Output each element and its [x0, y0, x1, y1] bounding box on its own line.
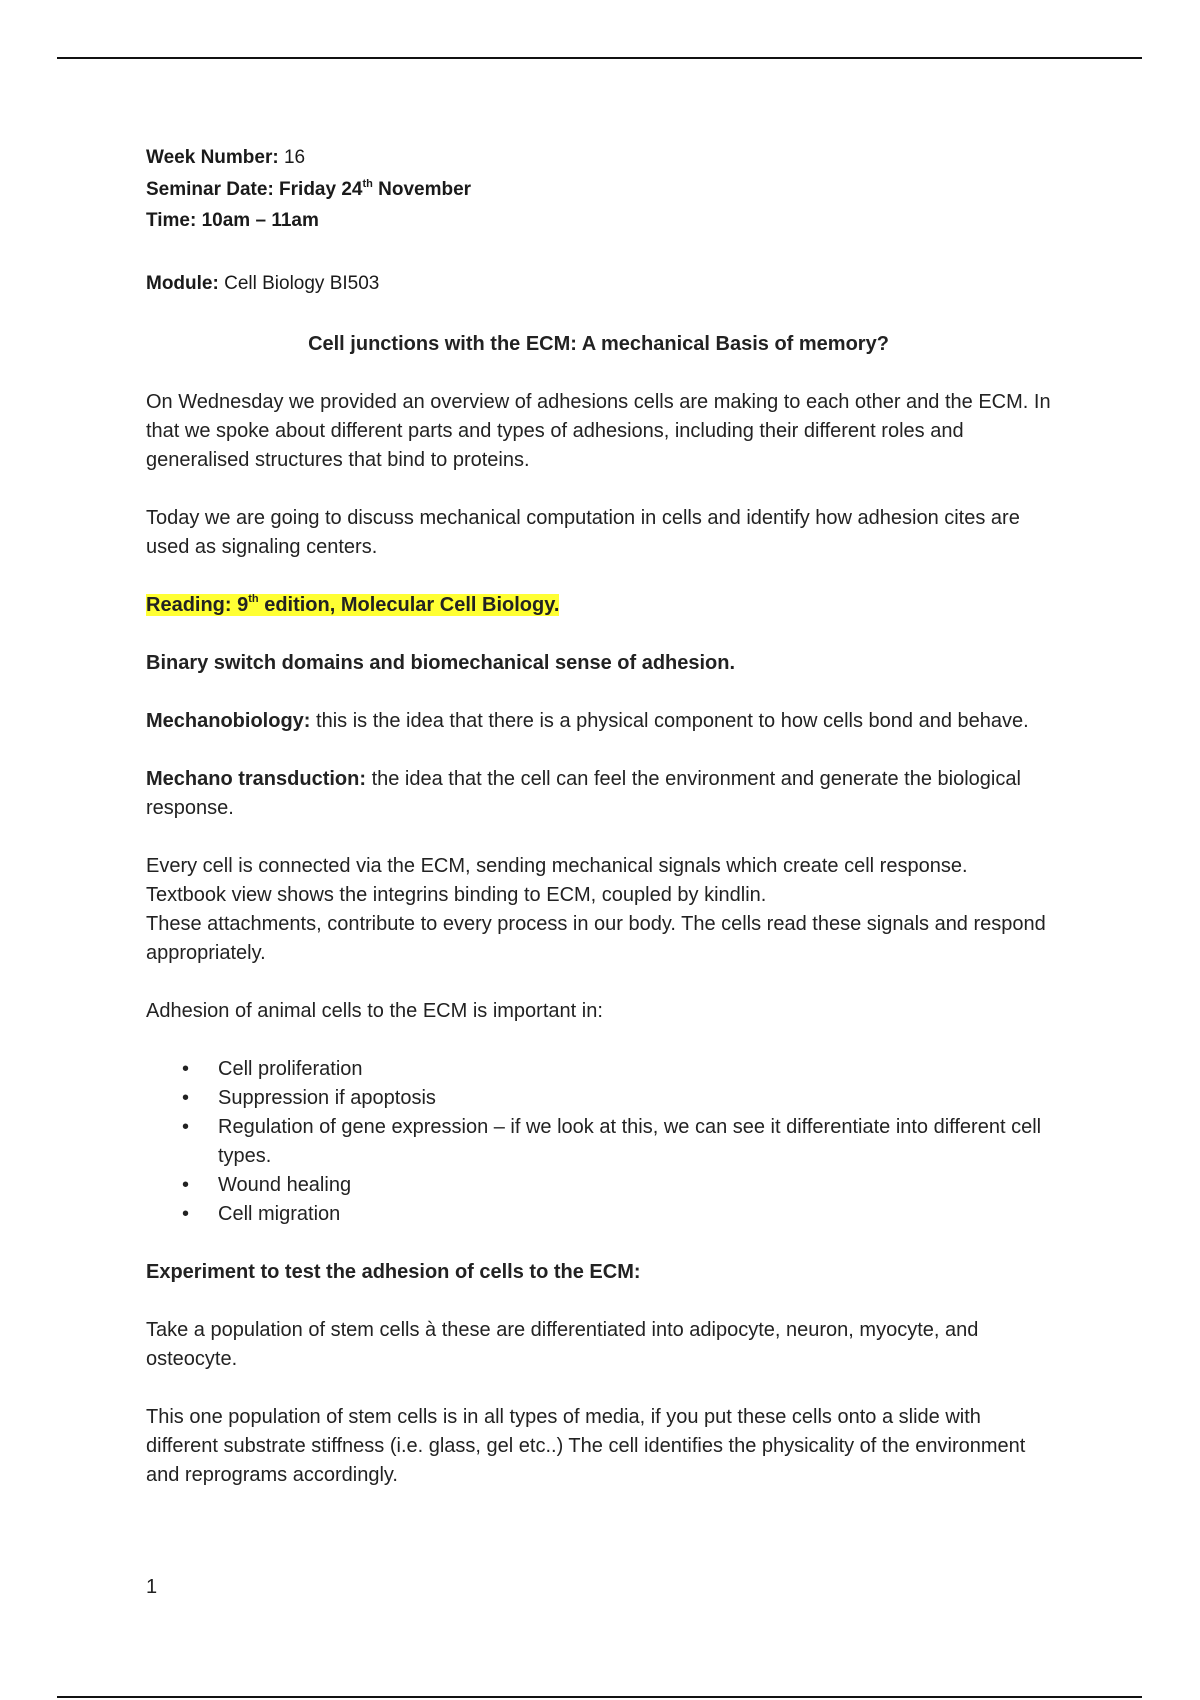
bullet-icon: •	[182, 1203, 190, 1225]
reading-sup: th	[248, 593, 259, 606]
mechanobiology-definition	[146, 707, 1051, 736]
list-item-text: Regulation of gene expression – if we look at this, we can see it differentiate into different cell types.	[218, 1116, 1042, 1167]
seminar-label	[146, 179, 471, 200]
seminar-date-line	[146, 174, 471, 206]
bullet-icon: •	[182, 1087, 190, 1109]
reading-note	[146, 591, 1051, 620]
bullet-icon: •	[182, 1174, 190, 1196]
mechanobiology-text: this is the idea that there is a physical component to how cells bond and behave.	[310, 710, 1029, 732]
section-heading-experiment: Experiment to test the adhesion of cells to the ECM:	[146, 1261, 641, 1283]
reading-prefix: Reading: 9	[146, 594, 249, 616]
week-label: Week Number:	[146, 147, 279, 168]
bullet-icon: •	[182, 1116, 190, 1138]
section-heading-binary-switch: Binary switch domains and biomechanical sense of adhesion.	[146, 652, 736, 674]
mechanotransduction-text: the idea that the cell can feel the environment and generate the biological response.	[146, 768, 1021, 819]
week-value: 16	[283, 147, 306, 168]
list-item-text: Suppression if apoptosis	[218, 1087, 436, 1109]
intro-paragraph-2: Today we are going to discuss mechanical computation in cells and identify how adhesion cites are used as signaling centers.	[146, 507, 1020, 558]
document-body	[146, 330, 1051, 1519]
document-title: Cell junctions with the ECM: A mechanical Basis of memory?	[308, 333, 889, 355]
ecm-paragraph-line-1: Every cell is connected via the ECM, sending mechanical signals which create cell response. Textbook view shows the integrins binding to ECM, coupled by kindlin.	[146, 855, 968, 906]
list-item	[182, 1200, 1051, 1229]
top-rule	[57, 57, 1142, 59]
bottom-rule	[57, 1696, 1142, 1698]
reading-highlight	[146, 594, 559, 616]
list-item	[182, 1084, 1051, 1113]
list-item-text: Cell migration	[218, 1203, 341, 1225]
week-number-line	[146, 142, 305, 174]
ecm-paragraph	[146, 852, 1051, 968]
intro-paragraph-1: On Wednesday we provided an overview of adhesions cells are making to each other and the ECM. In that we spoke about different parts and types of adhesions, including their different roles and generalised structures that bind to proteins.	[146, 391, 1051, 471]
ecm-paragraph-line-2: These attachments, contribute to every process in our body. The cells read these signals and respond appropriately.	[146, 913, 1046, 964]
mechanotransduction-definition	[146, 765, 1051, 823]
seminar-month: November	[372, 179, 472, 200]
list-item	[182, 1055, 1051, 1084]
bullet-icon: •	[182, 1058, 190, 1080]
adhesion-importance-list	[146, 1055, 1051, 1229]
time-label: Time: 10am – 11am	[146, 210, 319, 231]
module-value: Cell Biology BI503	[224, 273, 380, 294]
list-item-text: Cell proliferation	[218, 1058, 363, 1080]
seminar-date-text: Seminar Date: Friday 24	[146, 179, 363, 200]
time-line	[146, 205, 319, 237]
experiment-paragraph-2: This one population of stem cells is in all types of media, if you put these cells onto a slide with different substrate stiffness (i.e. glass, gel etc..) The cell identifies the physicality of the environment and reprograms accordingly.	[146, 1406, 1026, 1486]
list-item-text: Wound healing	[218, 1174, 352, 1196]
page-number: 1	[146, 1576, 158, 1598]
reading-suffix: edition, Molecular Cell Biology.	[258, 594, 560, 616]
list-item	[182, 1171, 1051, 1200]
list-item	[182, 1113, 1051, 1171]
module-label: Module:	[146, 273, 219, 294]
adhesion-intro: Adhesion of animal cells to the ECM is important in:	[146, 1000, 603, 1022]
seminar-date-suffix: th	[362, 177, 373, 190]
experiment-paragraph-1: Take a population of stem cells à these are differentiated into adipocyte, neuron, myocyte, and osteocyte.	[146, 1319, 979, 1370]
mechanotransduction-term: Mechano transduction:	[146, 768, 367, 790]
module-line	[146, 268, 379, 300]
mechanobiology-term: Mechanobiology:	[146, 710, 311, 732]
